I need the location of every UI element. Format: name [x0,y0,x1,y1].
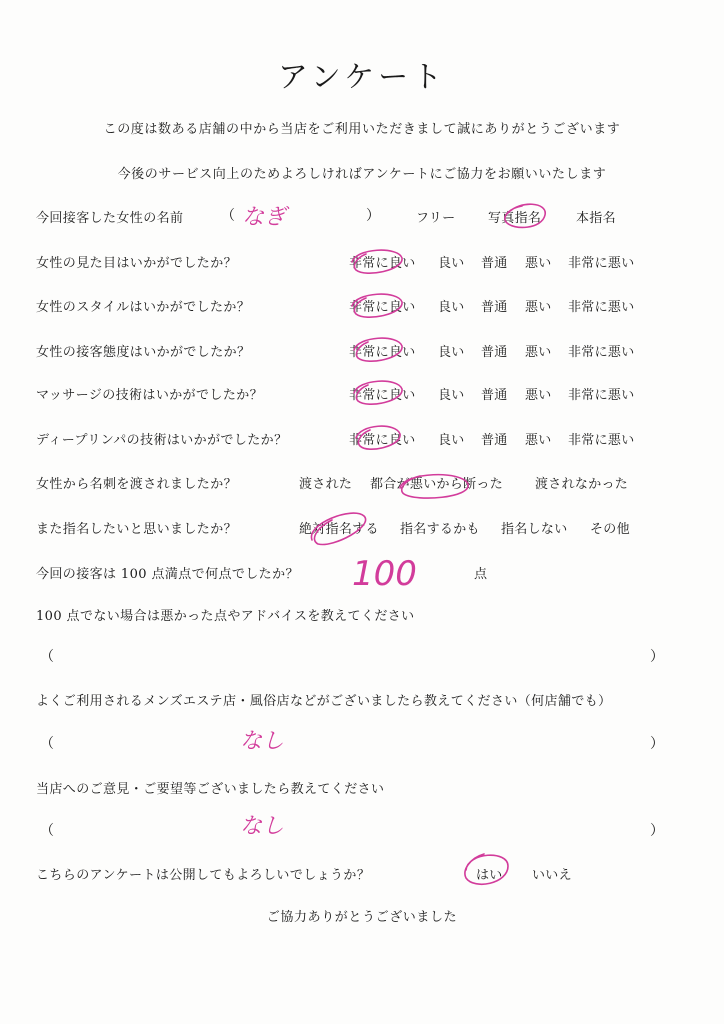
name-open-paren: （ [221,208,235,224]
rating-5-very-bad[interactable]: 非常に悪い [568,433,635,448]
opinion-close-paren: ） [650,823,664,839]
question-style: 女性のスタイルはいかがでしたか？ [36,300,251,315]
question-attitude: 女性の接客態度はいかがでしたか？ [36,345,251,360]
handwritten-score: 100 [352,554,417,594]
question-lymph-skill: ディープリンパの技術はいかがでしたか？ [36,433,288,448]
rating-2-very-bad[interactable]: 非常に悪い [568,300,635,315]
rating-4-good[interactable]: 良い [438,388,465,403]
rating-3-bad[interactable]: 悪い [525,345,552,360]
opinion-open-paren: （ [40,823,54,839]
question-publish: こちらのアンケートは公開してもよろしいでしょうか？ [36,868,371,883]
rating-5-bad[interactable]: 悪い [525,433,552,448]
other-shops-close-paren: ） [650,736,664,752]
rating-3-good[interactable]: 良い [438,345,465,360]
rating-2-good[interactable]: 良い [438,300,465,315]
question-therapist-name: 今回接客した女性の名前 [36,211,184,226]
question-renominate: また指名したいと思いましたか？ [36,522,238,537]
option-publish-no[interactable]: いいえ [532,868,572,883]
rating-5-good[interactable]: 良い [438,433,465,448]
rating-4-normal[interactable]: 普通 [481,388,508,403]
other-shops-open-paren: （ [40,736,54,752]
option-maybe-nominate[interactable]: 指名するかも [400,522,480,537]
rating-4-bad[interactable]: 悪い [525,388,552,403]
option-regular-nomination[interactable]: 本指名 [576,211,616,226]
closing-thanks: ご協力ありがとうございました [266,910,458,925]
advice-close-paren: ） [650,649,664,665]
option-not-nominate[interactable]: 指名しない [501,522,568,537]
option-photo-nomination[interactable]: 写真指名 [488,211,542,226]
handwritten-other-shops-answer: なし [240,729,285,754]
option-free[interactable]: フリー [416,211,456,226]
advice-open-paren: （ [40,649,54,665]
intro-line-2: 今後のサービス向上のためよろしければアンケートにご協力をお願いいたします [117,167,607,182]
rating-5-normal[interactable]: 普通 [481,433,508,448]
option-card-not-given[interactable]: 渡されなかった [535,477,629,492]
option-card-declined[interactable]: 都合が悪いから断った [370,477,504,492]
option-other[interactable]: その他 [590,522,630,537]
handwritten-opinion-answer: なし [240,814,285,839]
question-advice: 100 点でない場合は悪かった点やアドバイスを教えてください [36,609,415,624]
rating-1-bad[interactable]: 悪い [525,256,552,271]
rating-4-very-good[interactable]: 非常に良い [349,388,416,403]
rating-1-normal[interactable]: 普通 [481,256,508,271]
option-card-given[interactable]: 渡された [299,477,353,492]
name-close-paren: ） [366,208,380,224]
question-other-shops: よくご利用されるメンズエステ店・風俗店などがございましたら教えてください（何店舗でも） [36,694,612,709]
rating-1-very-bad[interactable]: 非常に悪い [568,256,635,271]
question-massage-skill: マッサージの技術はいかがでしたか？ [36,388,264,403]
rating-1-very-good[interactable]: 非常に良い [349,256,416,271]
option-definitely-nominate[interactable]: 絶対指名する [299,522,379,537]
page-title: アンケート [277,60,447,95]
question-opinion: 当店へのご意見・ご要望等ございましたら教えてください [36,782,385,797]
rating-3-normal[interactable]: 普通 [481,345,508,360]
rating-3-very-good[interactable]: 非常に良い [349,345,416,360]
handwritten-therapist-name: なぎ [242,205,287,230]
score-unit: 点 [474,567,488,582]
rating-1-good[interactable]: 良い [438,256,465,271]
intro-line-1: この度は数ある店舗の中から当店をご利用いただきまして誠にありがとうございます [103,122,621,137]
question-score: 今回の接客は 100 点満点で何点でしたか？ [36,567,299,582]
rating-5-very-good[interactable]: 非常に良い [349,433,416,448]
option-publish-yes[interactable]: はい [476,868,503,883]
question-appearance: 女性の見た目はいかがでしたか？ [36,256,238,271]
rating-3-very-bad[interactable]: 非常に悪い [568,345,635,360]
question-business-card: 女性から名刺を渡されましたか？ [36,477,238,492]
rating-2-normal[interactable]: 普通 [481,300,508,315]
rating-2-bad[interactable]: 悪い [525,300,552,315]
rating-2-very-good[interactable]: 非常に良い [349,300,416,315]
rating-4-very-bad[interactable]: 非常に悪い [568,388,635,403]
